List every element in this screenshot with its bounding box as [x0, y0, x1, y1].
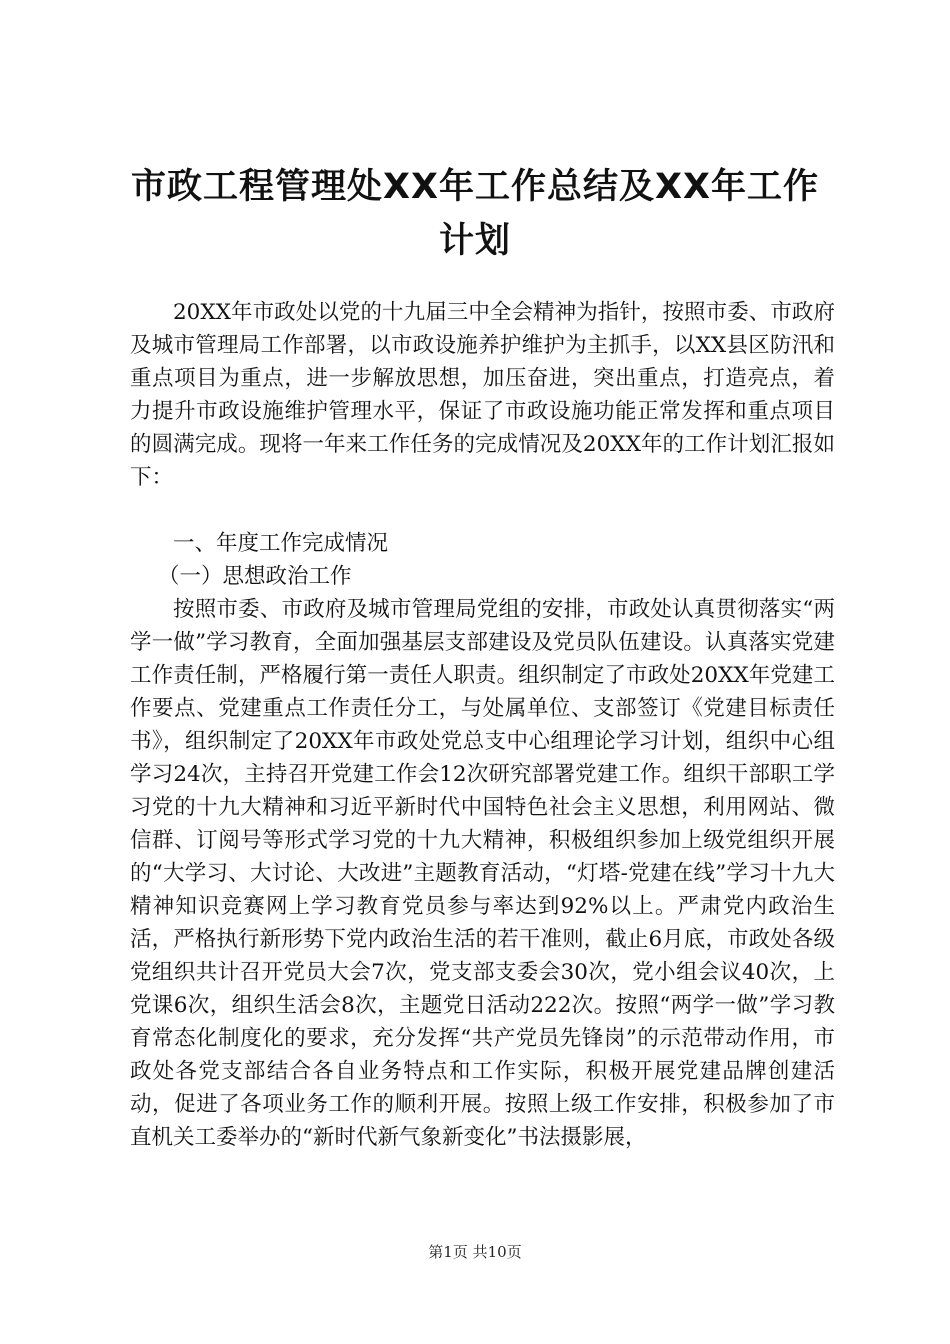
page-number: 第1页 共10页: [428, 1243, 522, 1261]
subsection-heading: （一）思想政治工作: [157, 564, 352, 589]
paragraph-gap: [130, 494, 835, 527]
section-heading: 一、年度工作完成情况: [173, 531, 389, 556]
section-paragraph: 按照市委、市政府及城市管理局党组的安排，市政处认真贯彻落实“两学一做”学习教育，全面加强基层支部建设及党员队伍建设。认真落实党建工作责任制，严格履行第一责任人职责。组织制定了市政处20XX年党建工作要点、党建重点工作责任分工，与处属单位、支部签订《党建目标责任书》，组织制定了20XX年市政处党总支中心组理论学习计划，组织中心组学习24次，主持召开党建工作会12次研究部署党建工作。组织干部职工学习党的十九大精神和习近平新时代中国特色社会主义思想，利用网站、微信群、订阅号等形式学习党的十九大精神，积极组织参加上级党组织开展的“大学习、大讨论、大改进”主题教育活动，“灯塔-党建在线”学习十九大精神知识竞赛网上学习教育党员参与率达到92%以上。严肃党内政治生活，严格执行新形势下党内政治生活的若干准则，截止6月底，市政处各级党组织共计召开党员大会7次，党支部支委会30次，党小组会议40次，上党课6次，组织生活会8次，主题党日活动222次。按照“两学一做”学习教育常态化制度化的要求，充分发挥“共产党员先锋岗”的示范带动作用，市政处各党支部结合各自业务特点和工作实际，积极开展党建品牌创建活动，促进了各项业务工作的顺利开展。按照上级工作安排，积极参加了市直机关工委举办的“新时代新气象新变化”书法摄影展，: [130, 597, 835, 1150]
intro-paragraph: 20XX年市政处以党的十九届三中全会精神为指针，按照市委、市政府及城市管理局工作部署，以市政设施养护维护为主抓手，以XX县区防汛和重点项目为重点，进一步解放思想，加压奋进，突出重点，打造亮点，着力提升市政设施维护管理水平，保证了市政设施功能正常发挥和重点项目的圆满完成。现将一年来工作任务的完成情况及20XX年的工作计划汇报如下：: [130, 300, 835, 490]
document-title: 市政工程管理处XX年工作总结及XX年工作计划: [131, 167, 819, 261]
document-body: [130, 296, 835, 1154]
